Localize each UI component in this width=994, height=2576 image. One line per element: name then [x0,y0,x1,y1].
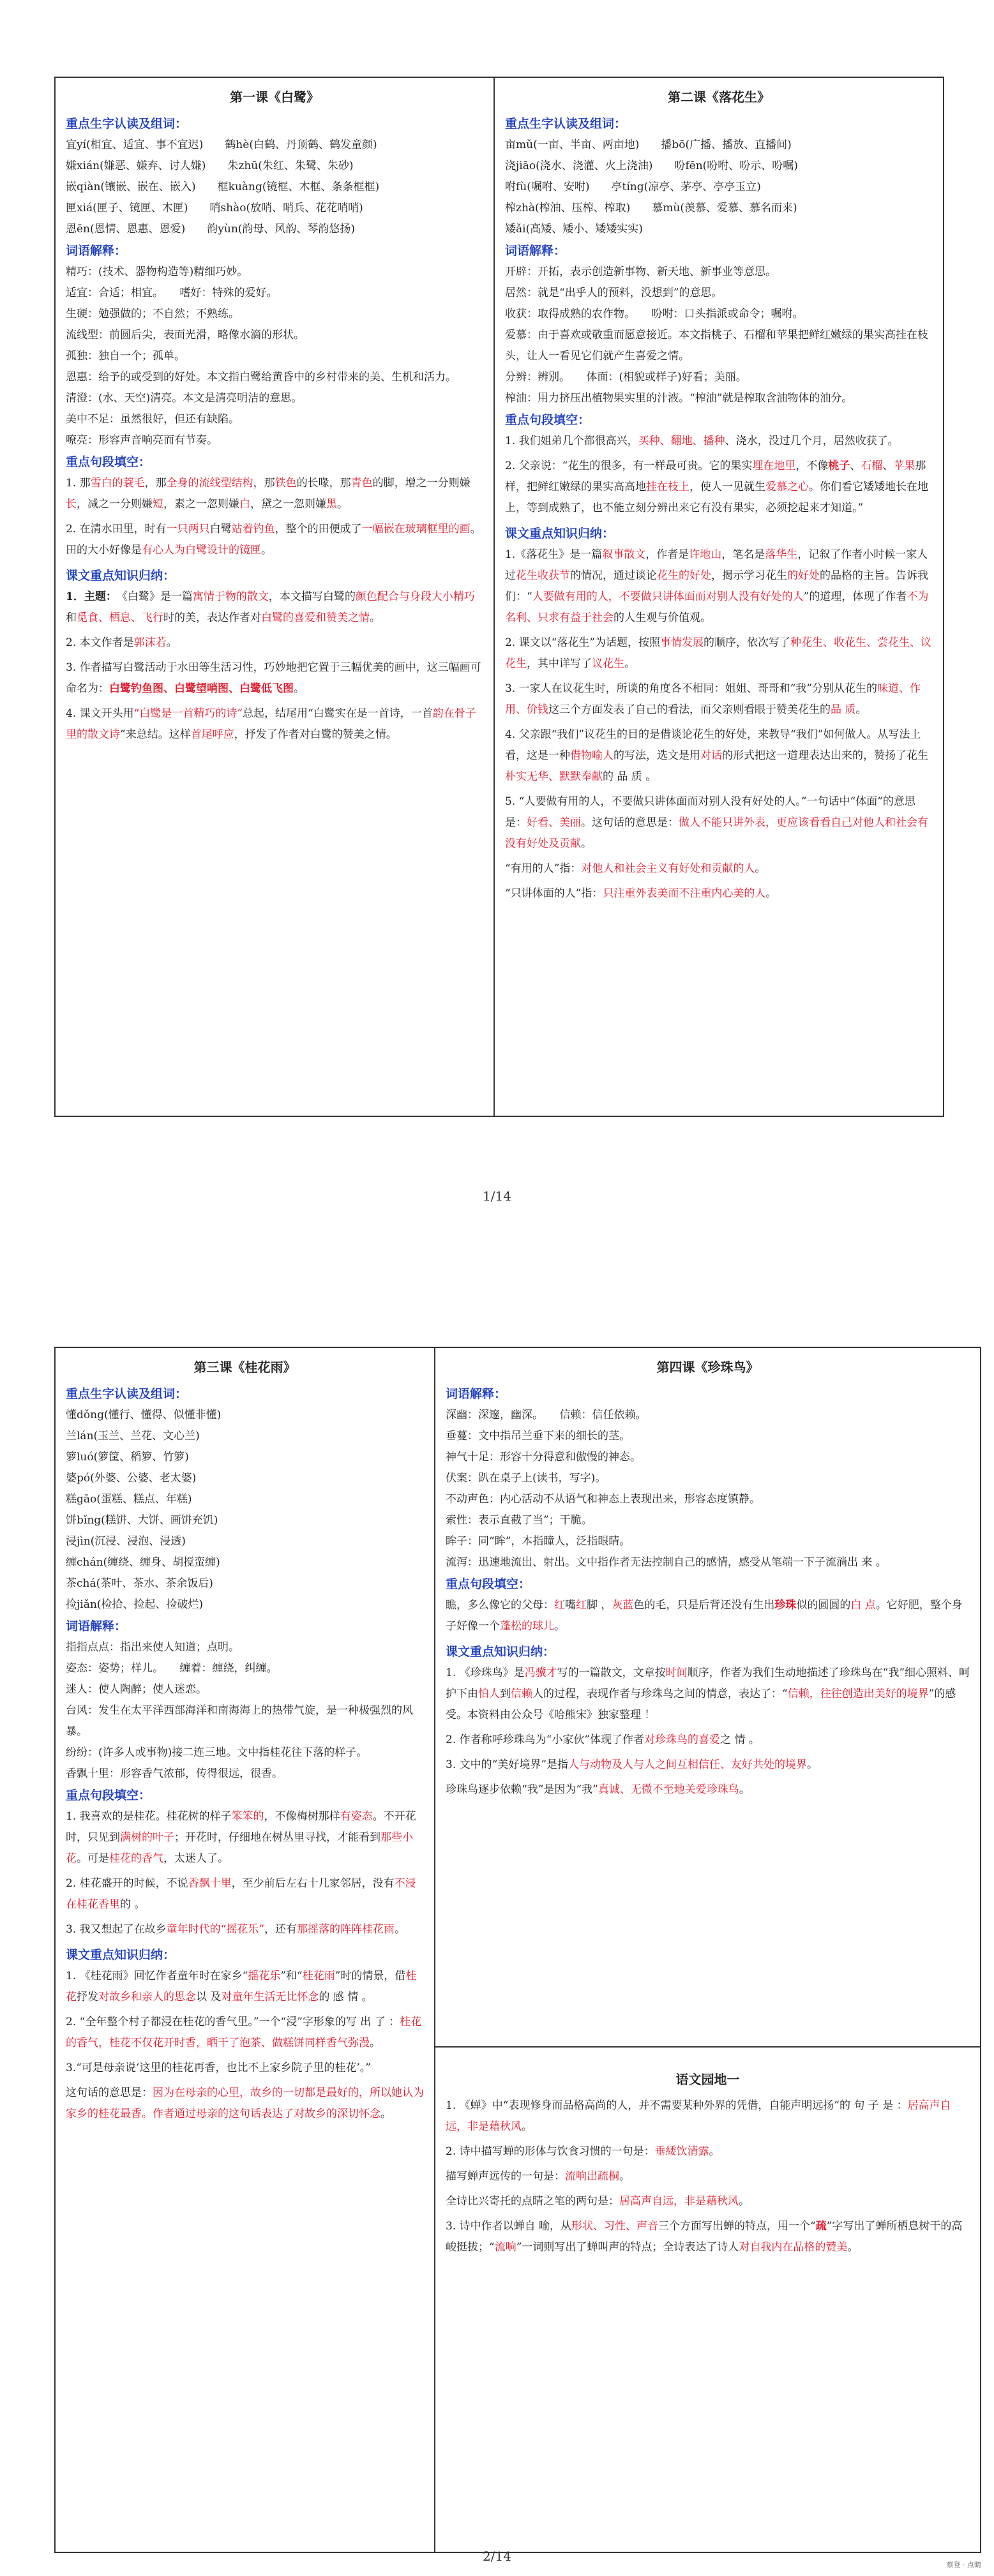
vocab-line: 捡jiǎn(检拾、捡起、捡破烂) [66,1598,204,1611]
fill-item: 1. 我们姐弟几个都很高兴，买种、翻地、播种、浇水，没过几个月，居然收获了。 [505,435,899,447]
definition-line: 不动声色：内心活动不从语气和神态上表现出来，形容态度镇静。 [446,1493,760,1506]
section-vocab-heading: 重点生字认读及组词： [66,1387,188,1401]
summary-item: 3. 文中的“美好境界”是指人与动物及人与人之间互相信任、友好共处的境界。 [446,1758,818,1771]
summary-item: 1.《落花生》是一篇叙事散文，作者是许地山，笔名是落华生，记叙了作者小时候一家人过花生收获节的情况，通过谈论花生的好处，揭示学习花生的好处的品格的主旨。告诉我们：“人要做有用的人，不要做只讲体面而对别人没有好处的人”的道理，体现了作者不为名利、只求有益于社会的人生观与价值观。 [505,548,929,624]
summary-item: 3. 一家人在议花生时，所谈的角度各不相同：姐姐、哥哥和“我”分别从花生的味道、作用、价钱这三个方面发表了自己的看法，而父亲则看眼于赞美花生的品 质。 [505,682,921,716]
yuandi-item: 3. 诗中作者以蝉自 喻，从形状、习性、声音三个方面写出蝉的特点，用一个“疏”字写出了蝉所栖息树干的高峻挺拔；“流响”一词则写出了蝉叫声的特点；全诗表达了诗人对自我内在品格的赞美。 [446,2220,963,2254]
lesson-1-title: 第一课《白鹭》 [230,89,319,105]
section-fill-heading: 重点句段填空： [505,413,591,427]
section-definitions-heading: 词语解释： [66,1619,127,1633]
vocab-line: 矮ǎi(高矮、矮小、矮矮实实) [505,223,643,236]
vocab-line: 箩luó(箩筐、稻箩、竹箩) [66,1451,189,1464]
section-fill-heading: 重点句段填空： [446,1577,531,1591]
definition-line: 居然：就是“出乎人的预料，没想到”的意思。 [505,287,723,299]
summary-item: 2. 课文以“落花生”为话题，按照事情发展的顺序，依次写了种花生、收花生、尝花生、议花生，其中详写了议花生。 [505,636,932,670]
definition-line: 深幽：深邃，幽深。 信赖：信任依赖。 [446,1409,647,1421]
definition-line: 指指点点：指出来使人知道；点明。 [66,1641,239,1654]
page-number: 1/14 [483,1188,511,1204]
definition-line: 爱慕：由于喜欢或敬重而愿意接近。本文指桃子、石榴和苹果把鲜红嫩绿的果实高挂在枝头，让人一看见它们就产生喜爱之情。 [505,329,928,363]
section-definitions-heading: 词语解释： [446,1387,507,1401]
vocab-line: 咐fù(嘱咐、安咐) 亭tíng(凉亭、茅亭、亭亭玉立) [505,181,761,193]
fill-item: 2. 在清水田里，时有一只两只白鹭站着钓鱼，整个的田便成了一幅嵌在玻璃框里的画。田的大小好像是有心人为白鹭设计的镜匣。 [66,523,481,557]
definition-line: 流线型：前圆后尖，表面光滑，略像水滴的形状。 [66,329,305,341]
summary-item: 5. “人要做有用的人，不要做只讲体面而对别人没有好处的人。”一句话中“体面”的意思是：好看、美丽。这句话的意思是：做人不能只讲外表，更应该看看自己对他人和社会有没有好处及贡献。 [505,795,928,850]
summary-item: 1. 《珍珠鸟》是冯骥才写的一篇散文，文章按时间顺序，作者为我们生动地描述了珍珠鸟在“我”细心照料、呵护下由怕人到信赖人的过程，表现作者与珍珠鸟之间的情意，表达了：“信赖，往往创造出美好的境界”的感受。本资料由公众号《哈熊宋》独家整理 ！ [446,1666,970,1721]
definition-line: 垂蔓：文中指吊兰垂下来的细长的茎。 [446,1430,630,1442]
section-definitions-heading: 词语解释： [505,244,566,258]
definition-line: 姿态：姿势；样儿。 缠着：缠绕，纠缠。 [66,1662,278,1675]
section-vocab-heading: 重点生字认读及组词： [505,117,627,131]
vocab-line: 饼bǐng(糕饼、大饼、画饼充饥) [66,1514,218,1527]
summary-item: 4. 课文开头用“白鹭是一首精巧的诗”总起，结尾用“白鹭实在是一首诗，一首韵在骨子里的散文诗”来总结。这样首尾呼应，抒发了作者对白鹭的赞美之情。 [66,707,476,741]
definition-line: 收获：取得成熟的农作物。 吩咐：口头指派或命令；嘱咐。 [505,308,804,320]
definition-line: 伏案：趴在桌子上(读书，写字)。 [446,1472,606,1485]
summary-item: 4. 父亲跟“我们”议花生的目的是借谈论花生的好处，来教导“我们”如何做人。从写法上看，这是一种借物喻人的写法，选文是用对话的形式把这一道理表达出来的，赞扬了花生朴实无华、默默奉献的 品 质 。 [505,728,928,783]
lesson-1-cell [55,77,494,1116]
section-vocab-heading: 重点生字认读及组词： [66,117,188,131]
fill-item: 瞧，多么像它的父母：红嘴红脚 ，灰蓝色的毛，只是后背还没有生出珍珠似的圆圆的白 点。它好肥，整个身子好像一个蓬松的球儿。 [446,1599,963,1633]
lesson-4-title: 第四课《珍珠鸟》 [656,1359,759,1375]
definition-line: 流泻：迅速地流出、射出。文中指作者无法控制自己的感情，感受从笔端一下子流淌出 来 。 [446,1556,887,1569]
yuandi-item: 1. 《蝉》中“表现修身而品格高尚的人，并不需要某种外界的凭借，自能声明远扬”的 句 子 是 ：居高声自远，非是藉秋风。 [446,2099,951,2133]
definition-line: 纷纷：(许多人或事物)接二连三地。文中指桂花往下落的样子。 [66,1746,368,1759]
vocab-line: 亩mǔ(一亩、半亩、两亩地) 播bō(广播、播放、直播间) [505,139,792,151]
fill-item: 2. 父亲说：“花生的很多，有一样最可贵。它的果实埋在地里，不像桃子、石榴、苹果那样，把鲜红嫩绿的果实高高地挂在枝上，使人一见就生爱慕之心。你们看它矮矮地长在地上，等到成熟了，也不能立刻分辨出来它有没有果实，必须挖起来才知道。” [505,460,928,514]
vocab-line: 宜yí(相宜、适宜、事不宜迟) 鹤hè(白鹤、丹顶鹤、鹤发童颜) [66,139,377,151]
vocab-line: 嵌qiàn(镶嵌、嵌在、嵌入) 框kuàng(镜框、木框、条条框框) [66,181,380,193]
section-summary-heading: 课文重点知识归纳： [446,1645,555,1659]
summary-item: “只讲体面的人”指：只注重外表美而不注重内心美的人。 [505,887,777,900]
page-number: 2/14 [483,2549,511,2564]
summary-item: 3.“可是母亲说‘这里的桂花再香，也比不上家乡院子里的桂花’。” [66,2062,371,2074]
lesson-3-cell [55,1347,435,2552]
section-summary-heading: 课文重点知识归纳： [66,1948,176,1962]
yuwen-yuandi-block [446,2048,970,2258]
yuandi-item: 全诗比兴寄托的点睛之笔的两句是：居高声自远，非是藉秋风。 [446,2195,749,2208]
fill-item: 1. 那雪白的蓑毛，那全身的流线型结构，那铁色的长喙，那青色的脚，增之一分则嫌长，减之一分则嫌短，素之一忽则嫌白，黛之一忽则嫌黑。 [66,477,471,511]
lesson-2-cell [494,77,944,1116]
section-fill-heading: 重点句段填空： [66,455,151,469]
lesson-2-title: 第二课《落花生》 [668,89,770,105]
definition-line: 嘹亮：形容声音响亮而有节奏。 [66,434,218,447]
definition-line: 眸子：同“眸”，本指瞳人，泛指眼睛。 [446,1535,631,1548]
vocab-line: 糕gāo(蛋糕、糕点、年糕) [66,1493,192,1506]
definition-line: 精巧：(技术、器物构造等)精细巧妙。 [66,266,248,278]
vocab-line: 缠chán(缠绕、缠身、胡搅蛮缠) [66,1556,220,1569]
definition-line: 索性：表示直截了当”；干脆。 [446,1514,592,1527]
definition-line: 香飘十里：形容香气浓郁，传得很远，很香。 [66,1767,283,1780]
fill-item: 3. 我又想起了在故乡童年时代的“摇花乐”，还有那摇落的阵阵桂花雨。 [66,1923,406,1936]
page-1 [0,0,994,1277]
vocab-line: 匣xiá(匣子、镜匣、木匣) 哨shào(放哨、哨兵、花花哨哨) [66,202,363,214]
vocab-line: 榨zhà(榨油、压榨、榨取) 慕mù(羡慕、爱慕、慕名而来) [505,202,797,214]
definition-line: 孤独：独自一个；孤单。 [66,350,185,363]
lesson-4-cell [435,1347,981,2552]
section-fill-heading: 重点句段填空： [66,1788,151,1802]
vocab-line: 兰lán(玉兰、兰花、文心兰) [66,1430,200,1442]
vocab-line: 恩ēn(恩情、恩惠、恩爱) 韵yùn(韵母、风韵、琴韵悠扬) [66,223,356,236]
watermark: 蔡登 · 点睛 [946,2561,981,2569]
definition-line: 迷人：使人陶醉；使人迷恋。 [66,1683,207,1696]
definition-line: 恩惠：给予的或受到的好处。本文指白鹭给黄昏中的乡村带来的美、生机和活力。 [66,371,456,384]
yuandi-item: 2. 诗中描写蝉的形体与饮食习惯的一句是：垂緌饮清露。 [446,2145,720,2158]
section-definitions-heading: 词语解释： [66,244,127,258]
lesson-table-2 [54,1347,981,2553]
summary-item: 1. 《桂花雨》回忆作者童年时在家乡“摇花乐”和“桂花雨”时的情景，借桂花抒发对故乡和亲人的思念以 及对童年生活无比怀念的 感 情 。 [66,1970,417,2003]
definition-line: 开辟：开拓，表示创造新事物、新天地、新事业等意思。 [505,266,776,278]
definition-line: 美中不足：虽然很好，但还有缺陷。 [66,413,239,426]
lesson-4-block [435,1357,980,2048]
page-2 [0,1277,994,2576]
summary-item: 2. 作者称呼珍珠鸟为“小家伙”体现了作者对珍珠鸟的喜爱之 情 。 [446,1734,760,1746]
yuwen-yuandi-title: 语文园地一 [675,2072,740,2087]
definition-line: 适宜：合适；相宜。 嗜好：特殊的爱好。 [66,287,278,299]
vocab-line: 嫌xián(嫌恶、嫌弃、讨人嫌) 朱zhū(朱红、朱鹭、朱砂) [66,160,354,172]
definition-line: 神气十足：形容十分得意和傲慢的神态。 [446,1451,641,1464]
vocab-line: 懂dǒng(懂行、懂得、似懂非懂) [66,1409,222,1421]
fill-item: 2. 桂花盛开的时候，不说香飘十里，至少前后左右十几家邻居，没有不浸在桂花香里的 。 [66,1877,416,1911]
section-summary-heading: 课文重点知识归纳： [505,527,615,541]
lesson-3-title: 第三课《桂花雨》 [193,1359,296,1375]
vocab-line: 婆pó(外婆、公婆、老太婆) [66,1472,197,1485]
definition-line: 台风：发生在太平洋西部海洋和南海海上的热带气旋，是一种极强烈的风暴。 [66,1704,413,1738]
summary-item: 这句话的意思是：因为在母亲的心里，故乡的一切都是最好的，所以她认为家乡的桂花最香。作者通过母亲的这句话表达了对故乡的深切怀念。 [66,2086,424,2120]
definition-line: 生硬：勉强做的；不自然；不熟练。 [66,308,239,320]
summary-item: “有用的人”指：对他人和社会主义有好处和贡献的人。 [505,862,766,875]
vocab-line: 浸jìn(沉浸、浸泡、浸透) [66,1535,186,1548]
summary-item: 2. 本文作者是郭沫若。 [66,636,177,649]
summary-item: 1．主题： 《白鹭》是一篇寓情于物的散文，本文描写白鹭的颜色配合与身段大小精巧和觅食、栖息、飞行时的美，表达作者对白鹭的喜爱和赞美之情。 [66,590,475,624]
summary-item: 2. “全年整个村子都浸在桂花的香气里。”一个“浸”字形象的写 出 了 ：桂花的香气，桂花不仅花开时香，晒干了泡茶、做糕饼同样香气弥漫。 [66,2016,422,2049]
summary-item: 珍珠鸟逐步依赖“我”是因为“我”真诚、无微不至地关爱珍珠鸟。 [446,1783,750,1796]
definition-line: 分辨：辨别。 体面：(相貌或样子)好看；美丽。 [505,371,747,384]
lesson-table-1 [54,77,944,1117]
summary-item: 3. 作者描写白鹭活动于水田等生活习性，巧妙地把它置于三幅优美的画中，这三幅画可命名为：白鹭钓鱼图、白鹭望哨图、白鹭低飞图。 [66,661,481,695]
vocab-line: 茶chá(茶叶、茶水、茶余饭后) [66,1577,213,1590]
yuandi-item: 描写蝉声远传的一句是：流响出疏桐。 [446,2170,630,2183]
definition-line: 榨油：用力挤压出植物果实里的汁液。“榨油”就是榨取含油物体的油分。 [505,392,853,405]
definition-line: 清澄：(水、天空)清亮。本文是清亮明洁的意思。 [66,392,303,405]
vocab-line: 浇jiāo(浇水、浇灌、火上浇油) 吩fēn(吩咐、吩示、吩嘱) [505,160,798,172]
section-summary-heading: 课文重点知识归纳： [66,569,176,583]
fill-item: 1. 我喜欢的是桂花。桂花树的样子笨笨的，不像梅树那样有姿态。不开花时，只见到满树的叶子；开花时，仔细地在树丛里寻找，才能看到那些小花。可是桂花的香气，太迷人了。 [66,1810,416,1865]
